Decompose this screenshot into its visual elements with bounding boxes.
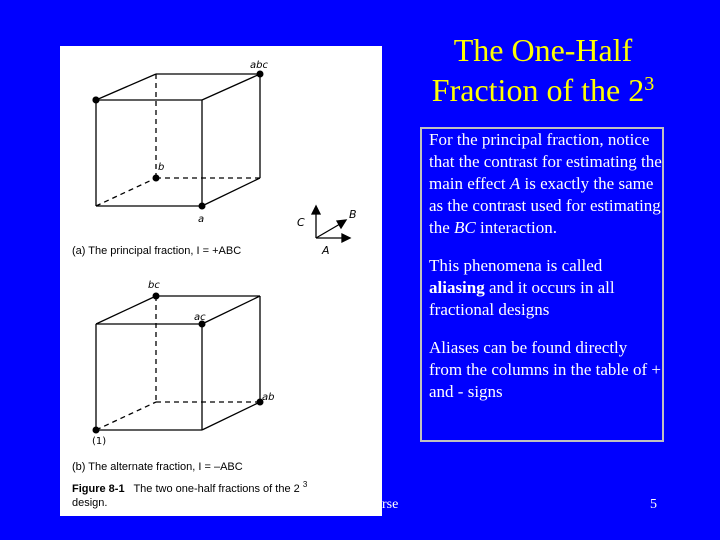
cube-figure <box>60 46 382 516</box>
axis-a-label: A <box>322 244 330 257</box>
figure-caption-exponent: 3 <box>302 480 308 489</box>
cube-diagram <box>60 46 382 516</box>
p2-bold-aliasing: aliasing <box>429 278 485 297</box>
figure-caption <box>72 480 308 495</box>
label-c: c <box>92 94 98 105</box>
principal-fraction-caption: (a) The principal fraction, I = +ABC <box>72 245 242 257</box>
p2-text-2: and it occurs in all fractional designs <box>429 278 615 319</box>
principal-fraction-cube <box>96 74 260 206</box>
p2-text-1: This phenomena is called <box>429 256 603 275</box>
p1-text-3: interaction. <box>475 218 557 237</box>
label-abc: abc <box>250 60 268 71</box>
label-ac: ac <box>194 312 206 323</box>
point-abc <box>257 71 264 78</box>
footer-text: rse <box>382 497 399 512</box>
point-a <box>199 203 206 210</box>
point-b <box>153 175 160 182</box>
slide-number: 5 <box>650 497 657 512</box>
label-1: (1) <box>92 436 107 447</box>
label-b: b <box>158 162 165 173</box>
explanation-box <box>420 127 664 442</box>
paragraph-principal-fraction <box>429 129 662 239</box>
label-a: a <box>198 214 205 225</box>
paragraph-aliasing <box>429 255 662 321</box>
title-exponent: 3 <box>644 73 655 95</box>
axis-b-label: B <box>349 208 357 221</box>
figure-caption-label: Figure 8-1 <box>72 483 125 495</box>
point-1 <box>93 427 100 434</box>
p1-var-a: A <box>509 174 521 193</box>
axis-c-label: C <box>297 216 305 229</box>
title-line2 <box>398 70 688 110</box>
figure-caption-text: The two one-half fractions of the 2 <box>133 483 300 495</box>
label-bc: bc <box>148 280 160 291</box>
label-ab: ab <box>262 392 275 403</box>
title-line2-text: Fraction of the 2 <box>431 72 645 108</box>
p1-text-1: For the principal fraction, notice that the contrast for estimating the main effect <box>429 130 662 193</box>
paragraph-aliases: Aliases can be found directly from the columns in the table of + and - signs <box>429 338 661 401</box>
slide-title <box>398 30 688 110</box>
alternate-fraction-caption: (b) The alternate fraction, I = –ABC <box>72 461 243 473</box>
alternate-fraction-cube <box>96 296 260 430</box>
title-line1: The One-Half <box>453 32 633 68</box>
point-bc <box>153 293 160 300</box>
figure-caption-line2: design. <box>72 497 108 509</box>
p1-var-bc: BC <box>454 218 476 237</box>
axes-indicator <box>312 206 350 242</box>
p1-text-2: is exactly the same as the contrast used for estimating the <box>429 174 661 237</box>
